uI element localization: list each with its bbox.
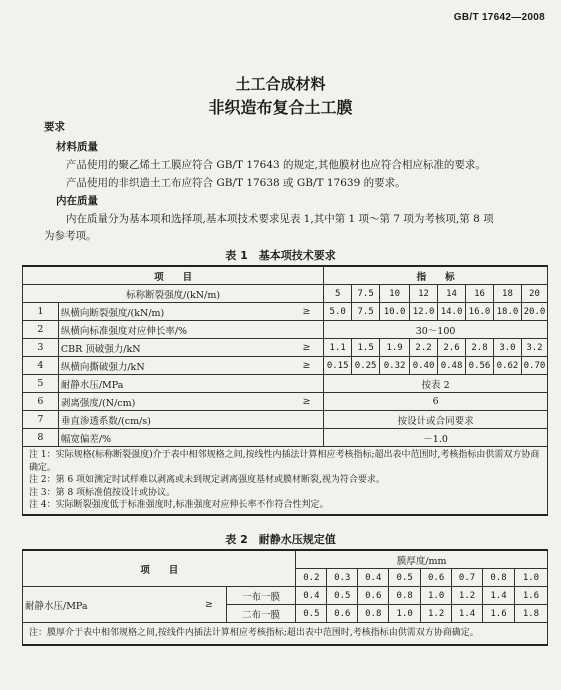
cell-value: 14.0 [438,303,466,321]
cell-value: 1.6 [514,587,547,605]
cell-value: 1.4 [483,587,515,605]
standard-code: GB/T 17642—2008 [453,12,545,23]
row-operator [290,411,324,429]
table2-head-item: 项 目 [23,550,296,587]
section-internal-quality: 内在质量 [56,195,98,207]
table1-spec: 18 [493,285,521,303]
row-number: 3 [23,339,59,357]
cell-value: 1.5 [352,339,380,357]
table-row [23,339,548,357]
row-label: 一布一膜 [226,587,296,605]
row-operator [290,429,324,447]
row-item: 垂直渗透系数/(cm/s) [58,411,289,429]
cell-value: 0.6 [327,605,358,623]
table1-spec: 5 [324,285,352,303]
thickness-value: 0.7 [452,569,483,587]
cell-value: 1.2 [452,587,483,605]
cell-value: 0.6 [358,587,389,605]
cell-value: 3.0 [493,339,521,357]
title-line-1: 土工合成材料 [235,75,326,93]
cell-value: 0.5 [296,605,327,623]
table2-operator: ≥ [192,587,226,623]
cell-value: 0.40 [410,357,438,375]
row-operator [290,375,324,393]
cell-merged: 30～100 [324,321,548,339]
thickness-value: 0.3 [327,569,358,587]
table1 [22,265,548,516]
cell-value: 0.8 [358,605,389,623]
table-row [23,393,548,411]
row-item: CBR 顶破强力/kN [58,339,289,357]
title-line-2: 非织造布复合土工膜 [208,98,353,117]
table-row [23,587,548,605]
table-row [23,321,548,339]
thickness-value: 0.6 [421,569,452,587]
thickness-value: 0.4 [358,569,389,587]
section-requirements: 要求 [44,121,65,133]
cell-value: 2.8 [466,339,494,357]
cell-value: 0.8 [389,587,421,605]
cell-value: 1.0 [421,587,452,605]
cell-value: 1.6 [483,605,515,623]
table1-spec-label: 标称断裂强度/(kN/m) [23,285,324,303]
cell-merged: －1.0 [324,429,548,447]
cell-value: 10.0 [380,303,410,321]
paragraph-1: 产品使用的聚乙烯土工膜应符合 GB/T 17643 的规定,其他膜材也应符合相应标准的要求。 [66,159,486,171]
table1-spec: 14 [438,285,466,303]
cell-value: 2.2 [410,339,438,357]
table1-caption: 表 1 基本项技术要求 [225,249,336,262]
cell-value: 0.32 [380,357,410,375]
cell-value: 1.4 [452,605,483,623]
cell-value: 0.62 [493,357,521,375]
table1-note-2: 注 2：第 6 项如测定时试样难以剥离或未到规定剥离强度基材或膜材断裂,视为符合要求。 [29,475,385,485]
table1-head-item: 项 目 [23,266,324,285]
thickness-value: 1.0 [514,569,547,587]
table2 [22,549,548,646]
table-row [23,303,548,321]
cell-value: 1.0 [389,605,421,623]
cell-merged: 按表 2 [324,375,548,393]
cell-value: 0.5 [327,587,358,605]
table1-spec: 7.5 [352,285,380,303]
cell-value: 18.0 [493,303,521,321]
table1-head-index: 指 标 [324,266,548,285]
cell-value: 0.25 [352,357,380,375]
row-item: 幅宽偏差/% [58,429,289,447]
row-operator: ≥ [290,357,324,375]
row-item: 耐静水压/MPa [58,375,289,393]
row-number: 7 [23,411,59,429]
cell-value: 0.70 [521,357,547,375]
cell-value: 3.2 [521,339,547,357]
cell-value: 0.15 [324,357,352,375]
section-material-quality: 材料质量 [56,141,98,153]
row-number: 4 [23,357,59,375]
table-row [23,357,548,375]
table1-spec: 12 [410,285,438,303]
cell-value: 0.48 [438,357,466,375]
table1-note-1: 注 1：实际规格(标称断裂强度)介于表中相邻规格之间,按线性内插法计算相应考核指标;超出表中范围时,考核指标由供需双方协商确定。 [29,450,540,473]
table1-note-3: 注 3：第 8 项标准值按设计或协议。 [29,487,176,498]
cell-value: 1.2 [421,605,452,623]
cell-value: 1.9 [380,339,410,357]
table-row [23,375,548,393]
paragraph-3b: 为参考项。 [44,230,97,242]
row-item: 纵横向断裂强度/(kN/m) [58,303,289,321]
row-number: 2 [23,321,59,339]
cell-value: 7.5 [352,303,380,321]
row-item: 剥离强度/(N/cm) [58,393,289,411]
row-operator: ≥ [290,393,324,411]
cell-value: 1.1 [324,339,352,357]
table-row [23,429,548,447]
table1-spec: 16 [466,285,494,303]
row-number: 5 [23,375,59,393]
table2-head-thickness: 膜厚度/mm [296,550,548,569]
cell-value: 1.8 [514,605,547,623]
table2-note: 注：膜厚介于表中相邻规格之间,按线件内插法计算相应考核指标;超出表中范围时,考核指标由供需双方协商确定。 [23,623,548,646]
paragraph-2: 产品使用的非织造土工布应符合 GB/T 17638 或 GB/T 17639 的要求。 [66,177,406,189]
thickness-value: 0.8 [483,569,515,587]
cell-value: 20.0 [521,303,547,321]
cell-value: 0.56 [466,357,494,375]
cell-value: 16.0 [466,303,494,321]
cell-merged: 按设计或合同要求 [324,411,548,429]
cell-merged: 6 [324,393,548,411]
table2-caption: 表 2 耐静水压规定值 [225,533,336,546]
row-number: 1 [23,303,59,321]
row-label: 二布一膜 [226,605,296,623]
row-operator: ≥ [290,303,324,321]
cell-value: 2.6 [438,339,466,357]
table1-spec: 10 [380,285,410,303]
row-operator: ≥ [290,339,324,357]
row-item: 纵横向撕破强力/kN [58,357,289,375]
thickness-value: 0.5 [389,569,421,587]
paragraph-3a: 内在质量分为基本项和选择项,基本项技术要求见表 1,其中第 1 项～第 7 项为考核项,第 8 项 [66,213,494,225]
thickness-value: 0.2 [296,569,327,587]
table2-item: 耐静水压/MPa [23,587,193,623]
table1-note-4: 注 4：实际断裂强度低于标准强度时,标准强度对应伸长率不作符合性判定。 [29,500,329,510]
row-operator [290,321,324,339]
row-number: 8 [23,429,59,447]
table1-spec: 20 [521,285,547,303]
cell-value: 12.0 [410,303,438,321]
table-row [23,411,548,429]
row-item: 纵横向标准强度对应伸长率/% [58,321,289,339]
row-number: 6 [23,393,59,411]
table1-notes [23,447,548,515]
cell-value: 5.0 [324,303,352,321]
cell-value: 0.4 [296,587,327,605]
